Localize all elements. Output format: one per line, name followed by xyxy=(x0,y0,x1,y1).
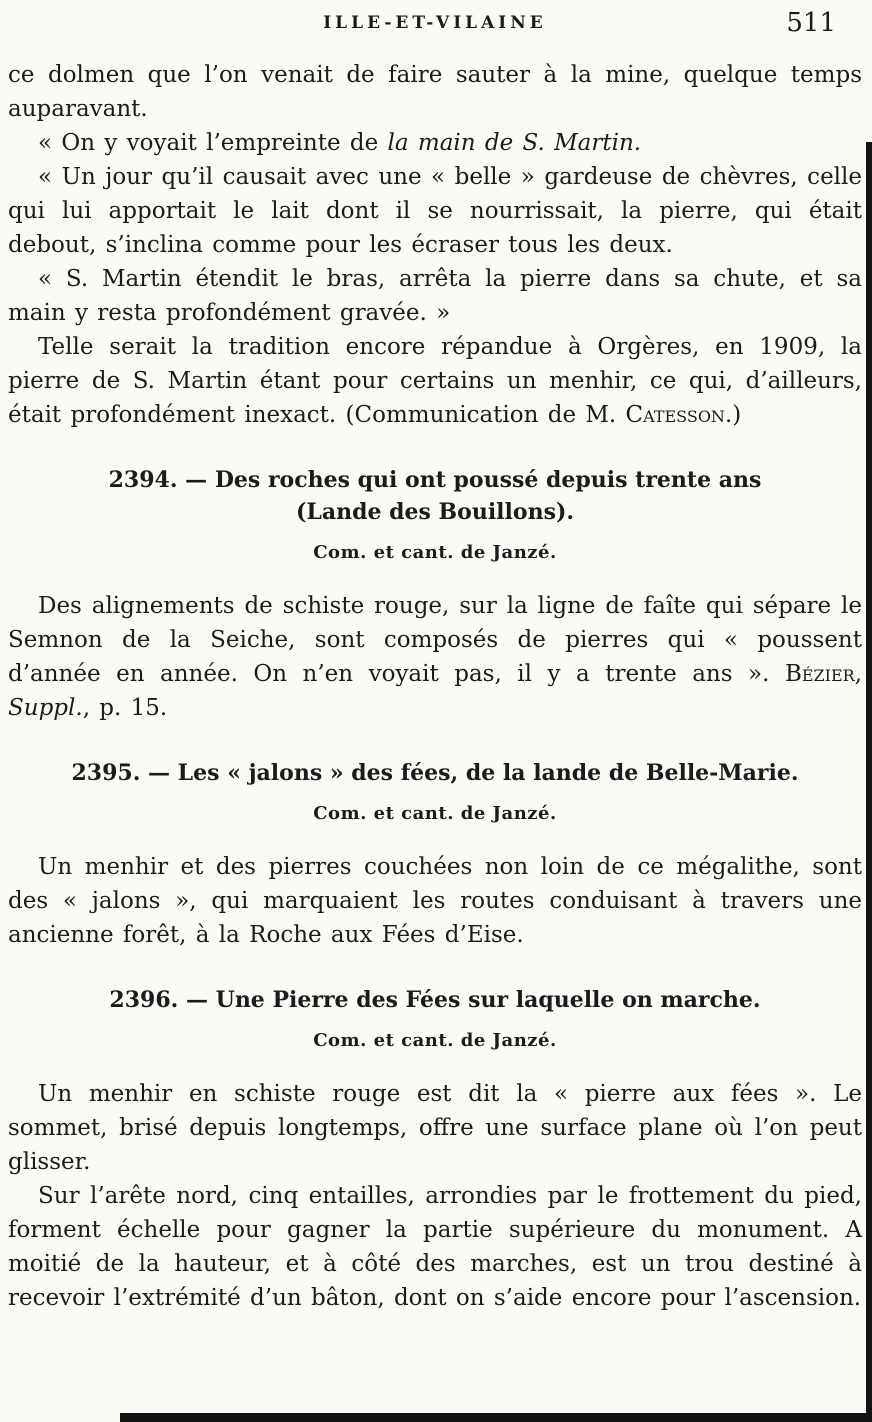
paragraph: « Un jour qu’il causait avec une « belle » gardeuse de chèvres, celle qui lui apportait le lait dont il se nourrissait, la pierre, qui était debout, s’inclina comme pour les écraser tous les deux. xyxy=(8,164,862,258)
text-run-smallcaps: Bézier xyxy=(784,661,855,687)
section-locality: Com. et cant. de Janzé. xyxy=(313,1030,557,1051)
section-locality: Com. et cant. de Janzé. xyxy=(313,542,557,563)
section-2396 xyxy=(8,984,862,1315)
text-run: , xyxy=(854,661,862,687)
paragraph: ce dolmen que l’on venait de faire sauter à la mine, quelque temps auparavant. xyxy=(8,62,862,122)
text-run: « On y voyait l’empreinte de xyxy=(38,130,388,156)
scan-edge-artifact-bottom xyxy=(120,1413,872,1422)
text-run: Des alignements de schiste rouge, sur la ligne de faîte qui sépare le Semnon de la Seiche, sont composés de pierres qui « poussent d’année en année. On n’en voyait pas, il y a trente ans ». xyxy=(8,593,862,687)
section-2394 xyxy=(8,464,862,725)
running-title: ILLE-ET-VILAINE xyxy=(323,13,547,33)
paragraph: Sur l’arête nord, cinq entailles, arrondies par le frottement du pied, forment échelle pour gagner la partie supérieure du monument. A moitié de la hauteur, et à côté des marches, est un trou destiné à recevoir l’extrémité d’un bâton, dont on s’aide encore pour l’ascension. xyxy=(8,1183,862,1311)
text-run: Telle serait la tradition encore répandue à Orgères, en 1909, la pierre de S. Martin étant pour certains un menhir, ce qui, d’ailleurs, était profondément inexact. (Communication de M. xyxy=(8,334,862,428)
text-run: , p. 15. xyxy=(82,695,168,721)
paragraph xyxy=(8,330,862,432)
scan-edge-artifact-right xyxy=(866,142,872,1422)
section-locality: Com. et cant. de Janzé. xyxy=(313,803,557,824)
paragraph: « S. Martin étendit le bras, arrêta la pierre dans sa chute, et sa main y resta profondément gravée. » xyxy=(8,266,862,326)
text-run-italic: Suppl. xyxy=(8,695,83,721)
section-title: 2395. — Les « jalons » des fées, de la lande de Belle-Marie. xyxy=(71,760,799,786)
page-number: 511 xyxy=(786,8,836,38)
text-run-smallcaps: Catesson xyxy=(625,402,725,428)
paragraph: Un menhir en schiste rouge est dit la « pierre aux fées ». Le sommet, brisé depuis longtemps, offre une surface plane où l’on peut glisser. xyxy=(8,1081,862,1175)
paragraph xyxy=(8,589,862,725)
paragraph xyxy=(8,126,862,160)
section-title: 2394. — Des roches qui ont poussé depuis trente ans xyxy=(108,467,762,493)
section-title-line2: (Lande des Bouillons). xyxy=(295,499,575,525)
paragraph: Un menhir et des pierres couchées non loin de ce mégalithe, sont des « jalons », qui marquaient les routes conduisant à travers une ancienne forêt, à la Roche aux Fées d’Eise. xyxy=(8,854,862,948)
page-header xyxy=(8,10,862,42)
section-title: 2396. — Une Pierre des Fées sur laquelle on marche. xyxy=(109,987,761,1013)
text-run: .) xyxy=(724,402,742,428)
section-2395 xyxy=(8,757,862,952)
text-run-italic: la main de S. Martin. xyxy=(387,130,642,156)
